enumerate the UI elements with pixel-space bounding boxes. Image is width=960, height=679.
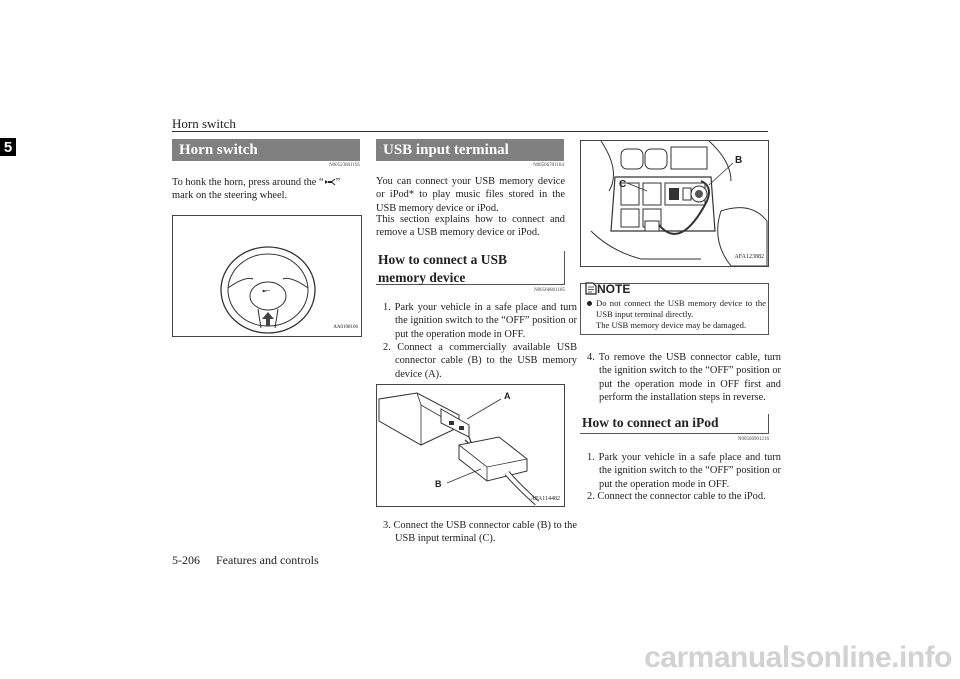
label-c-terminal: C [619, 179, 627, 190]
note-text-2: The USB memory device may be damaged. [596, 320, 747, 330]
horn-text-before: To honk the horn, press around the “ [172, 177, 324, 188]
usb-step-4: 4. To remove the USB connector cable, turn the ignition switch to the “OFF” position or put the operation mode in OFF first and perform the installation steps in reverse. [587, 352, 781, 404]
bullet-dot-icon [587, 301, 592, 306]
label-b-terminal: B [735, 155, 743, 166]
note-title: NOTE [597, 282, 631, 296]
terminal-figure-code: AFA123882 [734, 254, 764, 260]
usb-step-1: 1. Park your vehicle in a safe place and turn the ignition switch to the “OFF” position or put the operation mode in OFF. [383, 302, 577, 340]
horn-section-heading: Horn switch [172, 139, 360, 161]
usb-intro-paragraph-2: This section explains how to connect and remove a USB memory device or iPod. [376, 214, 565, 239]
chapter-tab: 5 [0, 138, 16, 156]
header-rule [172, 131, 768, 132]
note-text-1: Do not connect the USB memory device to the USB input terminal directly. [596, 298, 766, 319]
ipod-subheading: How to connect an iPod [580, 414, 769, 434]
steering-wheel-figure [172, 215, 362, 337]
page-header-title: Horn switch [172, 116, 236, 131]
page-number: 5-206 [172, 553, 200, 567]
usb-step-3: 3. Connect the USB connector cable (B) to the USB input terminal (C). [383, 520, 577, 545]
usb-device-cable-illustration [377, 385, 564, 506]
steering-wheel-illustration [173, 216, 361, 336]
usb-memory-subheading: How to connect a USB memory device [376, 251, 565, 285]
usb-terminal-figure [580, 140, 769, 267]
footer-section: Features and controls [216, 553, 319, 567]
horn-section-code: N00523801195 [329, 163, 360, 168]
usb-intro-paragraph: You can connect your USB memory device or iPod* to play music files stored in the USB memory device or iPod. [376, 176, 565, 214]
note-box [580, 283, 769, 335]
usb-memory-code: N00566801185 [534, 288, 565, 293]
note-icon [585, 282, 597, 298]
horn-figure-code: AA0108106 [333, 325, 358, 330]
horn-mark-icon [324, 177, 336, 188]
usb-step-2: 2. Connect a commercially available USB connector cable (B) to the USB memory device (A). [383, 342, 577, 380]
horn-text-after: ” mark on the steering wheel. [172, 177, 341, 202]
note-bullet [584, 298, 766, 331]
usb-section-code: N00566701184 [533, 163, 564, 168]
ipod-step-1: 1. Park your vehicle in a safe place and turn the ignition switch to the “OFF” position or put the operation mode in OFF. [587, 452, 781, 490]
usb-figure-code: AFA114482 [530, 496, 560, 502]
page-footer [172, 553, 319, 568]
note-heading [585, 282, 630, 298]
label-a: A [504, 391, 511, 401]
ipod-code: N00566901216 [737, 437, 769, 442]
watermark: carmanualsonline.info [644, 641, 952, 674]
usb-connection-figure [376, 384, 565, 507]
horn-instructions [172, 176, 362, 203]
usb-section-heading: USB input terminal [376, 139, 564, 161]
label-b: B [435, 479, 442, 489]
ipod-step-2: 2. Connect the connector cable to the iPod. [587, 491, 766, 502]
